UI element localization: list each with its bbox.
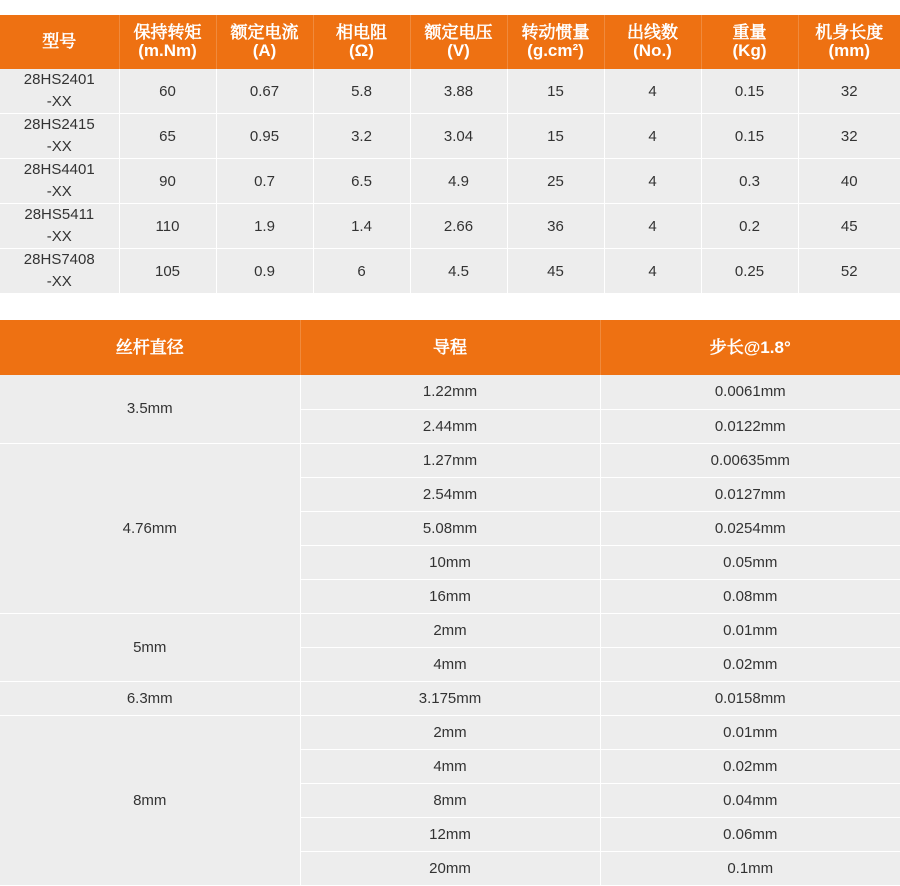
header-rated-voltage: 额定电压 (V) — [410, 15, 507, 69]
cell-step-length: 0.0122mm — [600, 409, 900, 443]
cell-lead: 1.22mm — [300, 375, 600, 409]
cell-model: 28HS2401 -XX — [0, 69, 119, 114]
cell-rated-voltage: 4.9 — [410, 159, 507, 204]
cell-lead: 4mm — [300, 647, 600, 681]
cell-holding-torque: 60 — [119, 69, 216, 114]
header-rated-current: 额定电流 (A) — [216, 15, 313, 69]
header-lead: 导程 — [300, 320, 600, 375]
header-screw-diameter: 丝杆直径 — [0, 320, 300, 375]
cell-lead: 2mm — [300, 715, 600, 749]
cell-step-length: 0.04mm — [600, 783, 900, 817]
cell-weight: 0.15 — [701, 114, 798, 159]
table-row — [0, 114, 900, 159]
header-step-length: 步长@1.8° — [600, 320, 900, 375]
table-row — [0, 249, 900, 294]
cell-step-length: 0.0061mm — [600, 375, 900, 409]
cell-step-length: 0.02mm — [600, 647, 900, 681]
cell-phase-resistance: 5.8 — [313, 69, 410, 114]
cell-rated-voltage: 4.5 — [410, 249, 507, 294]
cell-holding-torque: 110 — [119, 204, 216, 249]
cell-rotor-inertia: 45 — [507, 249, 604, 294]
cell-lead: 2.44mm — [300, 409, 600, 443]
table-row — [0, 375, 900, 409]
cell-lead-count: 4 — [604, 159, 701, 204]
cell-lead: 5.08mm — [300, 511, 600, 545]
cell-step-length: 0.02mm — [600, 749, 900, 783]
cell-lead: 12mm — [300, 817, 600, 851]
cell-rated-current: 0.7 — [216, 159, 313, 204]
table-row — [0, 69, 900, 114]
cell-phase-resistance: 1.4 — [313, 204, 410, 249]
header-model: 型号 — [0, 15, 119, 69]
cell-rated-voltage: 3.04 — [410, 114, 507, 159]
cell-screw-diameter: 3.5mm — [0, 375, 300, 443]
cell-rotor-inertia: 25 — [507, 159, 604, 204]
cell-lead: 20mm — [300, 851, 600, 885]
lead-header-row — [0, 320, 900, 375]
cell-step-length: 0.08mm — [600, 579, 900, 613]
cell-lead-count: 4 — [604, 114, 701, 159]
cell-weight: 0.15 — [701, 69, 798, 114]
cell-lead-count: 4 — [604, 204, 701, 249]
cell-model: 28HS5411 -XX — [0, 204, 119, 249]
cell-body-length: 52 — [798, 249, 900, 294]
cell-step-length: 0.0254mm — [600, 511, 900, 545]
cell-step-length: 0.1mm — [600, 851, 900, 885]
cell-step-length: 0.0158mm — [600, 681, 900, 715]
cell-step-length: 0.06mm — [600, 817, 900, 851]
header-weight: 重量 (Kg) — [701, 15, 798, 69]
spec-header-row — [0, 15, 900, 69]
cell-phase-resistance: 6 — [313, 249, 410, 294]
header-lead-count: 出线数 (No.) — [604, 15, 701, 69]
cell-phase-resistance: 6.5 — [313, 159, 410, 204]
header-rotor-inertia: 转动惯量 (g.cm²) — [507, 15, 604, 69]
cell-body-length: 32 — [798, 114, 900, 159]
cell-body-length: 40 — [798, 159, 900, 204]
cell-weight: 0.3 — [701, 159, 798, 204]
cell-holding-torque: 105 — [119, 249, 216, 294]
table-row — [0, 204, 900, 249]
table-row — [0, 681, 900, 715]
cell-rotor-inertia: 36 — [507, 204, 604, 249]
cell-rotor-inertia: 15 — [507, 69, 604, 114]
cell-lead: 3.175mm — [300, 681, 600, 715]
cell-lead: 10mm — [300, 545, 600, 579]
cell-lead: 8mm — [300, 783, 600, 817]
header-phase-resistance: 相电阻 (Ω) — [313, 15, 410, 69]
cell-lead-count: 4 — [604, 69, 701, 114]
cell-screw-diameter: 6.3mm — [0, 681, 300, 715]
table-row — [0, 613, 900, 647]
cell-lead-count: 4 — [604, 249, 701, 294]
cell-holding-torque: 90 — [119, 159, 216, 204]
motor-spec-table — [0, 15, 900, 294]
table-row — [0, 443, 900, 477]
cell-lead: 4mm — [300, 749, 600, 783]
cell-rotor-inertia: 15 — [507, 114, 604, 159]
cell-rated-current: 1.9 — [216, 204, 313, 249]
header-holding-torque: 保持转矩 (m.Nm) — [119, 15, 216, 69]
cell-screw-diameter: 5mm — [0, 613, 300, 681]
cell-lead: 2.54mm — [300, 477, 600, 511]
cell-model: 28HS4401 -XX — [0, 159, 119, 204]
cell-lead: 1.27mm — [300, 443, 600, 477]
cell-screw-diameter: 4.76mm — [0, 443, 300, 613]
leadscrew-table — [0, 320, 900, 886]
cell-step-length: 0.05mm — [600, 545, 900, 579]
header-body-length: 机身长度 (mm) — [798, 15, 900, 69]
cell-weight: 0.2 — [701, 204, 798, 249]
cell-screw-diameter: 8mm — [0, 715, 300, 885]
cell-step-length: 0.0127mm — [600, 477, 900, 511]
cell-body-length: 45 — [798, 204, 900, 249]
cell-rated-current: 0.95 — [216, 114, 313, 159]
cell-weight: 0.25 — [701, 249, 798, 294]
cell-step-length: 0.00635mm — [600, 443, 900, 477]
cell-rated-voltage: 2.66 — [410, 204, 507, 249]
cell-model: 28HS2415 -XX — [0, 114, 119, 159]
cell-lead: 2mm — [300, 613, 600, 647]
table-row — [0, 715, 900, 749]
table-row — [0, 159, 900, 204]
cell-model: 28HS7408 -XX — [0, 249, 119, 294]
cell-holding-torque: 65 — [119, 114, 216, 159]
cell-step-length: 0.01mm — [600, 715, 900, 749]
cell-lead: 16mm — [300, 579, 600, 613]
cell-body-length: 32 — [798, 69, 900, 114]
cell-rated-current: 0.67 — [216, 69, 313, 114]
cell-rated-current: 0.9 — [216, 249, 313, 294]
cell-phase-resistance: 3.2 — [313, 114, 410, 159]
cell-rated-voltage: 3.88 — [410, 69, 507, 114]
cell-step-length: 0.01mm — [600, 613, 900, 647]
